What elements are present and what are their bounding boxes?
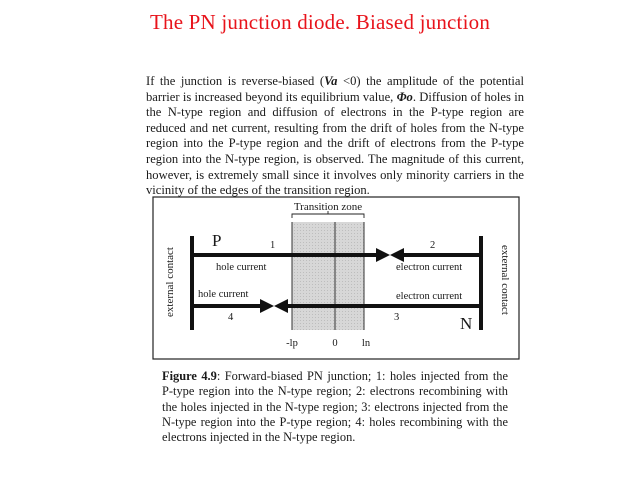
arrow-1-number: 1 bbox=[270, 240, 276, 251]
paragraph-text-3: . Diffusion of holes in the N-type region and diffusion of electrons in the P-type region are reduced and net current, resulting from the drift of holes from the N-type region into the P-type region and the drift of electrons from the P-type region into the N-type region, is observed. The magnitude of this current, however, is extremely small since it involves only minority carriers in the vicinity of the edges of the transition region. bbox=[146, 89, 524, 198]
tick-ln: ln bbox=[361, 338, 371, 349]
body-paragraph bbox=[146, 74, 524, 199]
left-contact-bar bbox=[190, 236, 194, 330]
math-va: Va bbox=[324, 74, 338, 88]
pn-junction-diagram bbox=[152, 196, 522, 361]
math-phi: Φo bbox=[396, 89, 413, 104]
arrow-3-number: 3 bbox=[394, 312, 400, 323]
tick-minus-lp: -lp bbox=[286, 338, 298, 349]
arrow-4-number: 4 bbox=[228, 312, 234, 323]
right-contact-bar bbox=[479, 236, 483, 330]
arrow-3-label: electron current bbox=[396, 291, 463, 302]
transition-zone-label: Transition zone bbox=[293, 201, 363, 213]
tick-zero: 0 bbox=[332, 338, 338, 349]
caption-figure-label: Figure 4.9 bbox=[162, 369, 217, 383]
figure-caption bbox=[162, 369, 508, 445]
arrow-2-number: 2 bbox=[430, 240, 436, 251]
transition-zone-region bbox=[292, 222, 364, 330]
right-contact-label: external contact bbox=[499, 245, 511, 315]
paragraph-text-1: If the junction is reverse-biased ( bbox=[146, 74, 325, 88]
arrow-4-label: hole current bbox=[198, 289, 249, 300]
slide-title: The PN junction diode. Biased junction bbox=[149, 10, 491, 34]
n-region-label: N bbox=[460, 314, 473, 333]
arrow-2-label: electron current bbox=[396, 262, 463, 273]
arrow-1-label: hole current bbox=[216, 262, 267, 273]
paragraph-text-2: <0) the amplitude of the potential barrier is increased beyond its equilibrium value, bbox=[146, 74, 524, 104]
caption-text: : Forward-biased PN junction; 1: holes injected from the P-type region into the N-type region; 2: electrons recombining with the holes injected in the N-type region; 3: electrons injected from the N-type region into the P-type region; 4: holes recombining with the electrons injected in the N-type region. bbox=[162, 369, 508, 445]
p-region-label: P bbox=[212, 231, 222, 250]
left-contact-label: external contact bbox=[164, 247, 176, 317]
